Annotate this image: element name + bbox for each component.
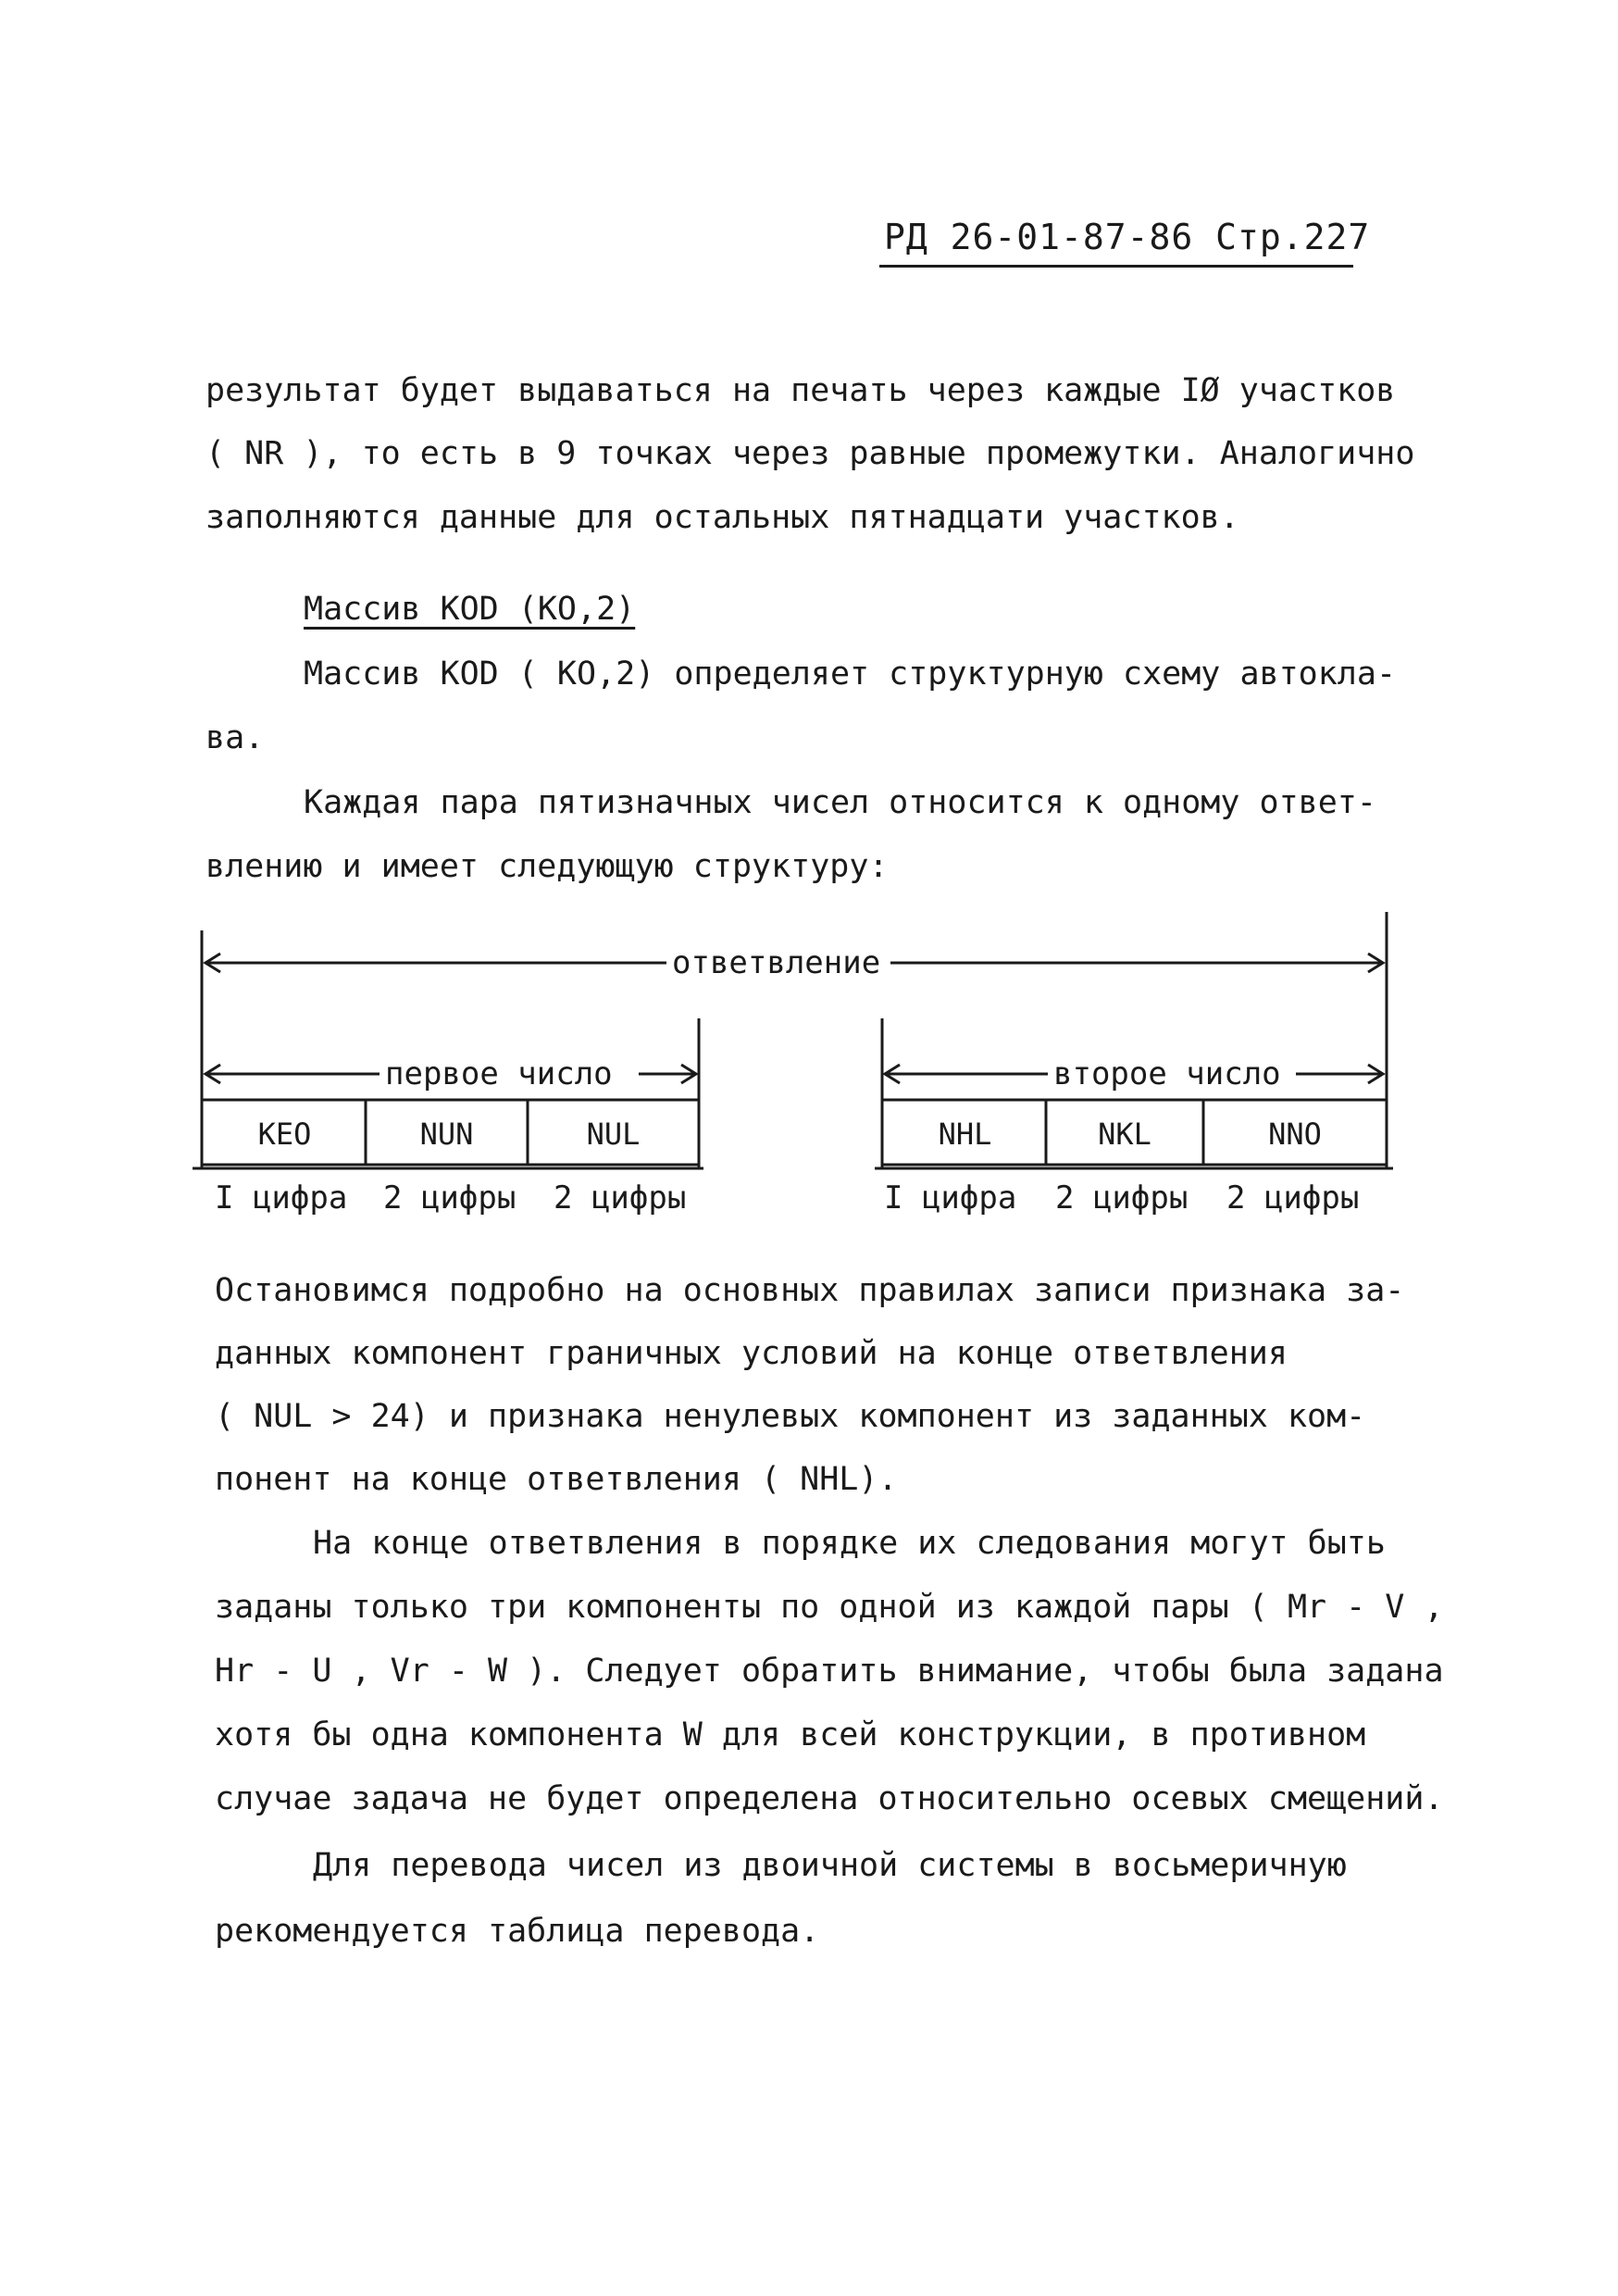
header-underline [879, 265, 1353, 268]
text-line: данных компонент граничных условий на конце ответвления [215, 1335, 1288, 1372]
text-line: Hr - U , Vr - W ). Следует обратить внимание, чтобы была задана [215, 1653, 1444, 1690]
cell-nun: NUN [419, 1117, 474, 1152]
text-line: ( NUL > 24) и признака ненулевых компонент из заданных ком- [215, 1398, 1366, 1435]
digits-label: 2 цифры [1055, 1179, 1189, 1217]
section-heading: Массив KOD (KO,2) [304, 591, 636, 628]
text-line: хотя бы одна компонента W для всей конструкции, в противном [215, 1716, 1366, 1753]
text-line: результат будет выдаваться на печать через каждые IØ участков [205, 372, 1396, 409]
second-number-label: второе число [1050, 1055, 1285, 1092]
text-line: ва. [205, 719, 265, 756]
cell-nno: NNO [1268, 1117, 1322, 1152]
text-line: понент на конце ответвления ( NHL). [215, 1461, 898, 1498]
text-line: случае задача не будет определена относительно осевых смещений. [215, 1780, 1444, 1817]
digits-label: 2 цифры [383, 1179, 517, 1217]
text-line: Для перевода чисел из двоичной системы в восьмеричную [313, 1847, 1347, 1884]
digits-label: I цифра [884, 1179, 1017, 1217]
text-line: влению и имеет следующую структуру: [205, 848, 889, 885]
cell-nul: NUL [586, 1117, 641, 1152]
digits-label: I цифра [215, 1179, 348, 1217]
cell-keo: KEO [257, 1117, 312, 1152]
text-line: Остановимся подробно на основных правилах записи признака за- [215, 1272, 1405, 1309]
digits-label: 2 цифры [554, 1179, 687, 1217]
text-line: заполняются данные для остальных пятнадцати участков. [205, 499, 1239, 536]
first-number-label: первое число [381, 1055, 616, 1092]
text-line: заданы только три компоненты по одной из каждой пары ( Mr - V , [215, 1589, 1444, 1626]
document-header: РД 26-01-87-86 Стр.227 [884, 217, 1371, 257]
text-line: рекомендуется таблица перевода. [215, 1913, 820, 1950]
digits-label: 2 цифры [1226, 1179, 1360, 1217]
text-line: На конце ответвления в порядке их следования могут быть [313, 1525, 1386, 1562]
text-line: ( NR ), то есть в 9 точках через равные промежутки. Аналогично [205, 435, 1415, 472]
cell-nhl: NHL [938, 1117, 992, 1152]
text-line: Каждая пара пятизначных чисел относится к одному ответ- [304, 784, 1376, 821]
branch-label: ответвление [668, 944, 884, 981]
cell-nkl: NKL [1098, 1117, 1151, 1152]
text-line: Массив KOD ( KO,2) определяет структурную схему автокла- [304, 655, 1397, 693]
